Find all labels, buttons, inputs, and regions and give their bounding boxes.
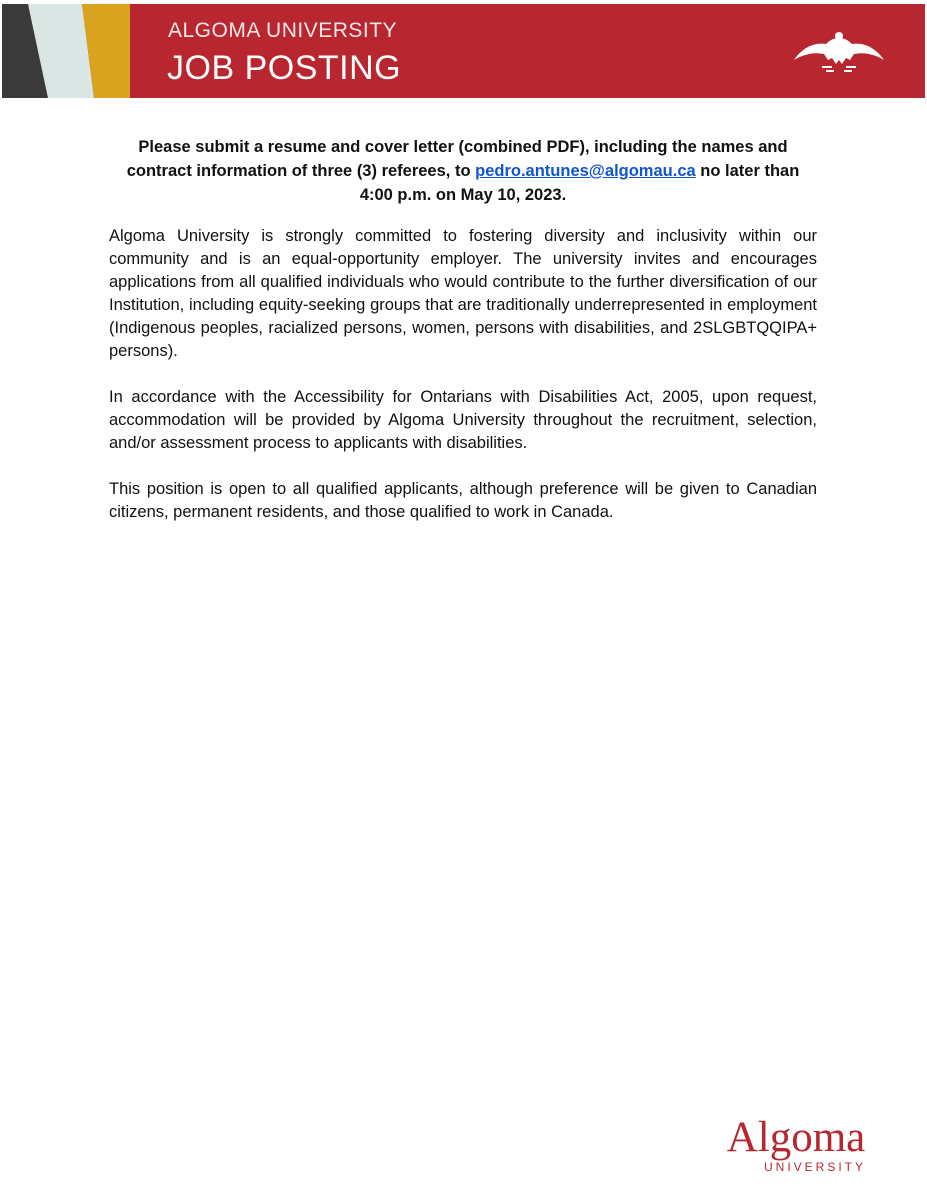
thunderbird-icon [792,30,886,76]
accessibility-paragraph: In accordance with the Accessibility for Ontarians with Disabilities Act, 2005, upon request, accommodation will be provided by Algoma University throughout the recruitment, selection, and/or assessment process to applicants with disabilities. [109,388,817,452]
logo-subtitle: UNIVERSITY [763,1160,866,1174]
logo-word: Algoma [726,1114,866,1161]
posting-content [109,135,817,547]
eligibility-paragraph: This position is open to all qualified applicants, although preference will be given to Canadian citizens, permanent residents, and those qualified to work in Canada. [109,480,817,521]
intro-text-after: no later than 4:00 p.m. on May 10, 2023. [359,162,800,204]
org-name: ALGOMA UNIVERSITY [168,19,398,42]
page-title: JOB POSTING [167,49,402,87]
algoma-logo [708,1116,884,1174]
intro-text-before: Please submit a resume and cover letter (combined PDF), including the names and contract information of three (3) referees, to [126,138,788,180]
diversity-paragraph: Algoma University is strongly committed to fostering diversity and inclusivity within our community and is an equal-opportunity employer. The university invites and encourages applications from all qualified individuals who would contribute to the further diversification of our Institution, including equity-seeking groups that are traditionally underrepresented in employment (Indigenous peoples, racialized persons, women, persons with disabilities, and 2SLGBTQQIPA+ persons). [109,227,817,360]
stripe-red [130,4,154,98]
contact-email-link[interactable]: pedro.antunes@algomau.ca [475,162,696,180]
header-banner [2,4,925,98]
submission-instructions [109,135,817,207]
decorative-stripes [2,4,172,98]
